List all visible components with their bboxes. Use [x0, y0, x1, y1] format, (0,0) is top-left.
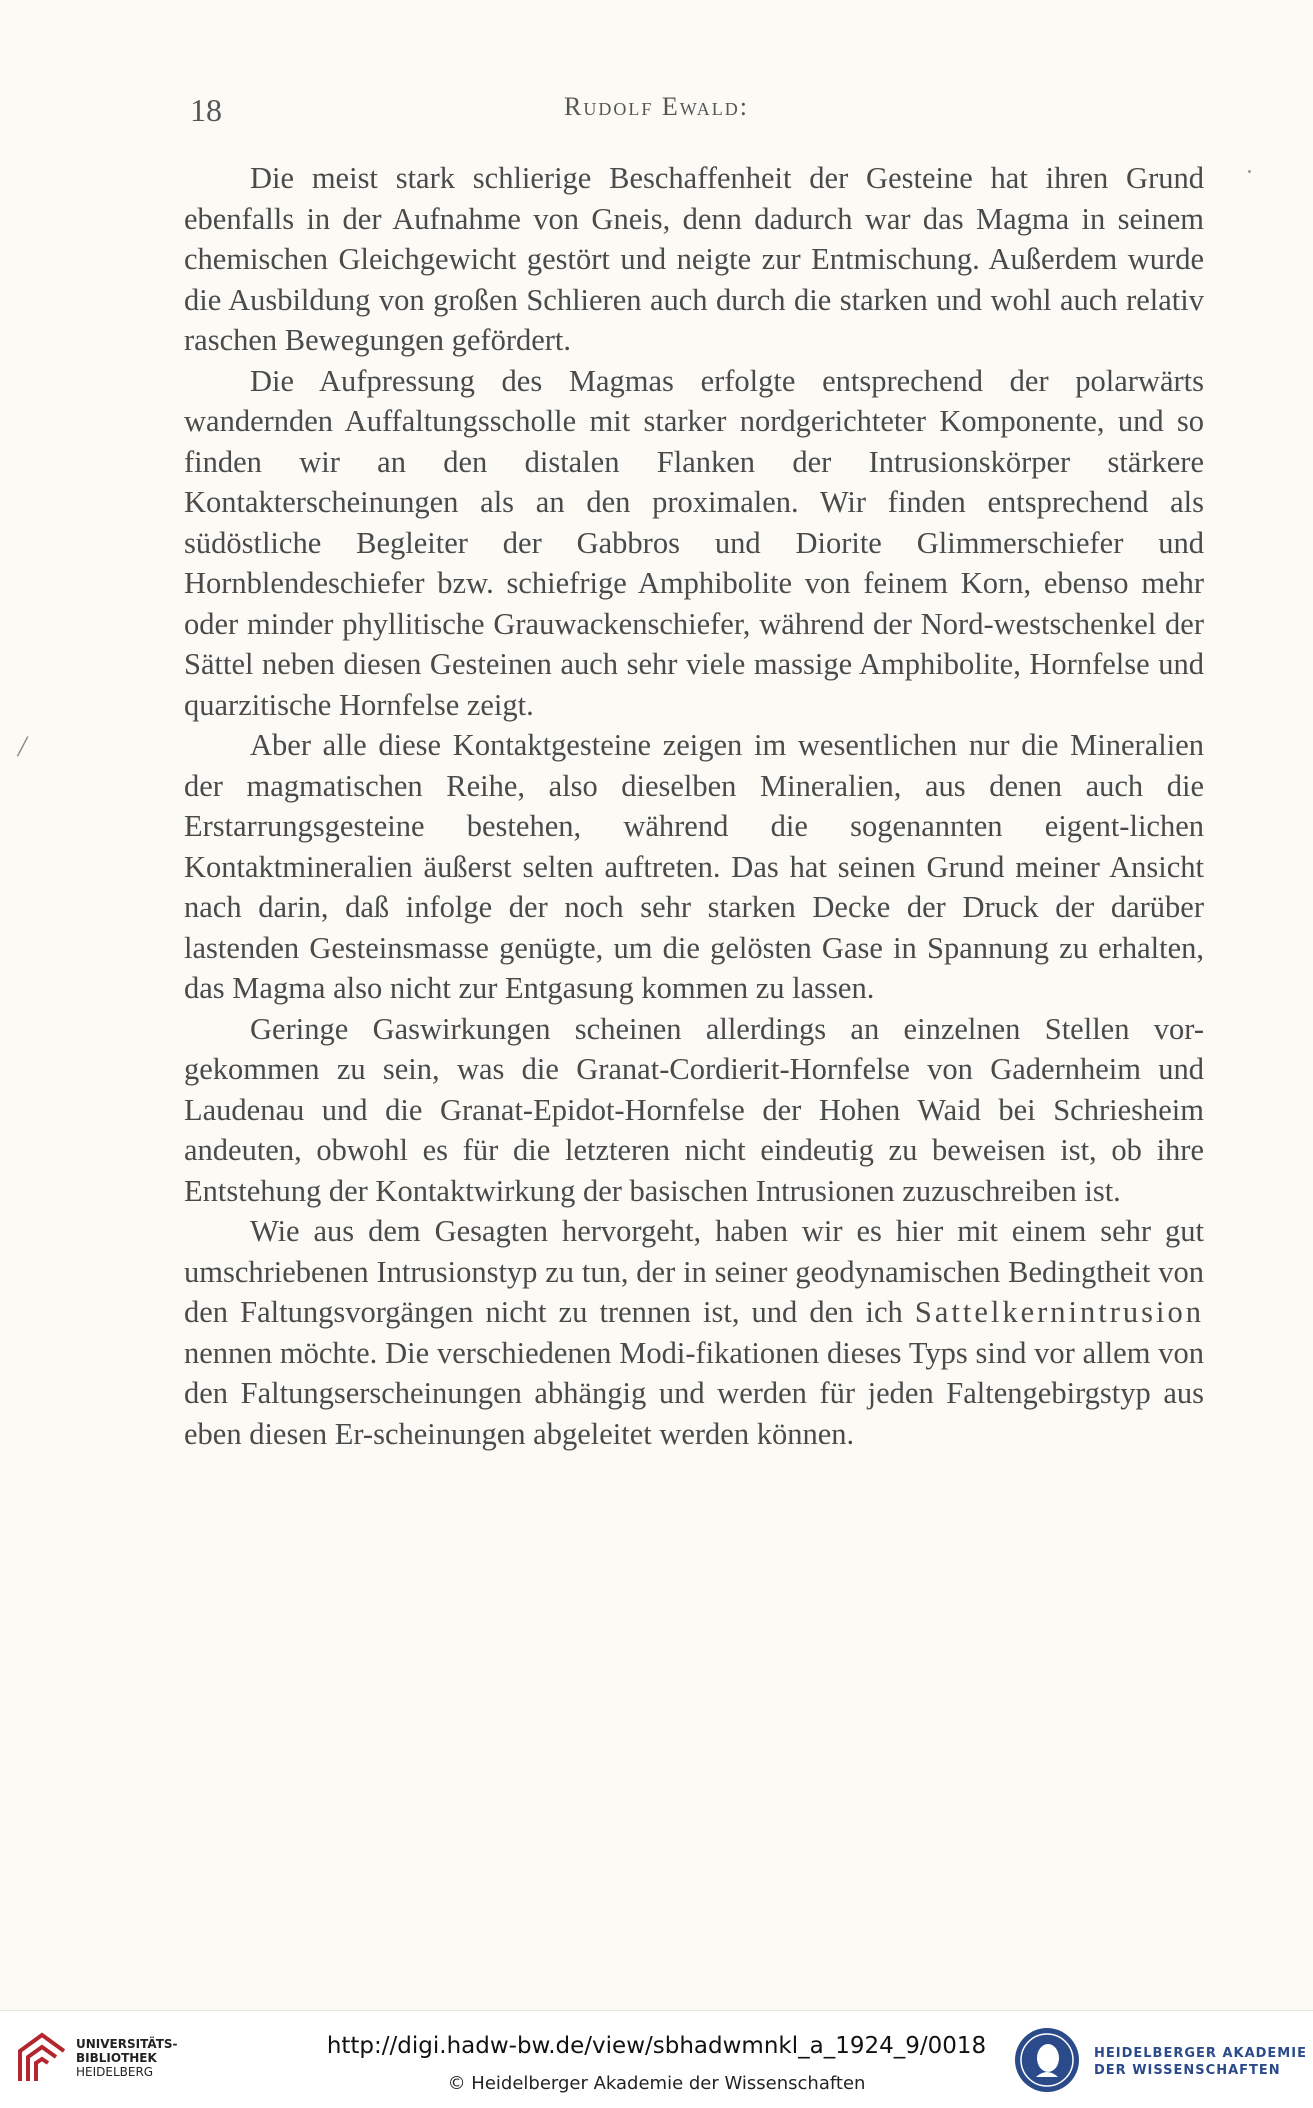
- margin-pencil-mark: /: [18, 730, 27, 763]
- paragraph-5: [184, 1211, 1204, 1454]
- academy-seal-icon: [1012, 2025, 1082, 2095]
- body-text: [184, 158, 1204, 1454]
- running-head: Rudolf Ewald:: [564, 92, 749, 121]
- library-name-line1: UNIVERSITÄTS-: [76, 2037, 178, 2051]
- page-number: 18: [190, 92, 222, 128]
- paragraph-4: Geringe Gaswirkungen scheinen allerdings an einzelnen Stellen vor-gekommen zu sein, was die Granat-Cordierit-Hornfelse von Gadernheim und Laudenau und die Granat-Epidot-Hornfelse der Hohen Waid bei Schriesheim andeuten, obwohl es für die letzteren nicht eindeutig zu beweisen ist, ob ihre Entstehung der Kontaktwirkung der basischen Intrusionen zuzuschreiben ist.: [184, 1011, 1204, 1208]
- footer-bar: [0, 2010, 1313, 2108]
- copyright-notice: © Heidelberger Akademie der Wissenschaften: [447, 2073, 866, 2094]
- library-name-line2: BIBLIOTHEK: [76, 2051, 157, 2065]
- term-sattelkernintrusion: Sattelkernintrusion: [914, 1295, 1204, 1329]
- margin-dot: [1248, 170, 1251, 173]
- academy-name: [1094, 2045, 1307, 2079]
- paragraph-2: Die Aufpressung des Magmas erfolgte entsprechend der polarwärts wandernden Auffaltungsscholle mit starker nordgerichteter Komponente, und so finden wir an den distalen Flanken der Intrusionskörper stärkere Kontakterscheinungen als an den proximalen. Wir finden entsprechend als südöstliche Begleiter der Gabbros und Diorite Glimmerschiefer und Hornblendeschiefer bzw. schiefrige Amphibolite von feinem Korn, ebenso mehr oder minder phyllitische Grauwackenschiefer, während der Nord-westschenkel der Sättel neben diesen Gesteinen auch sehr viele massige Amphibolite, Hornfelse und quarzitische Hornfelse zeigt.: [184, 363, 1204, 722]
- paragraph-1: Die meist stark schlierige Beschaffenheit der Gesteine hat ihren Grund ebenfalls in der Aufnahme von Gneis, denn dadurch war das Magma in seinem chemischen Gleichgewicht gestört und neigte zur Entmischung. Außerdem wurde die Ausbildung von großen Schlieren auch durch die starken und wohl auch relativ raschen Bewegungen gefördert.: [184, 161, 1204, 357]
- paragraph-3: Aber alle diese Kontaktgesteine zeigen im wesentlichen nur die Mineralien der magmatischen Reihe, also dieselben Mineralien, aus denen auch die Erstarrungsgesteine bestehen, während die sogenannten eigent-lichen Kontaktmineralien äußerst selten auftreten. Das hat seinen Grund meiner Ansicht nach darin, daß infolge der noch sehr starken Decke der Druck der darüber lastenden Gesteinsmasse genügte, um die gelösten Gase in Spannung zu erhalten, das Magma also nicht zur Entgasung kommen zu lassen.: [184, 728, 1204, 1005]
- academy-name-line2: DER WISSENSCHAFTEN: [1094, 2063, 1281, 2078]
- library-name-line3: HEIDELBERG: [76, 2065, 154, 2079]
- paragraph-5-before: Wie aus dem Gesagten hervorgeht, haben wir es hier mit einem sehr gut umschriebenen Intrusionstyp zu tun, der in seiner geodynamischen Bedingtheit von den Faltungsvorgängen nicht zu trennen ist, und den ich: [184, 1214, 1204, 1329]
- academy-name-line1: HEIDELBERGER AKADEMIE: [1094, 2046, 1307, 2061]
- paragraph-5-after: nennen möchte. Die verschiedenen Modi-fikationen dieses Typs sind vor allem von den Faltungserscheinungen abhängig und werden für jeden Faltengebirgstyp aus eben diesen Er-scheinungen abgeleitet werden können.: [184, 1335, 1204, 1451]
- permalink-url[interactable]: http://digi.hadw-bw.de/view/sbhadwmnkl_a_1924_9/0018: [326, 2033, 987, 2059]
